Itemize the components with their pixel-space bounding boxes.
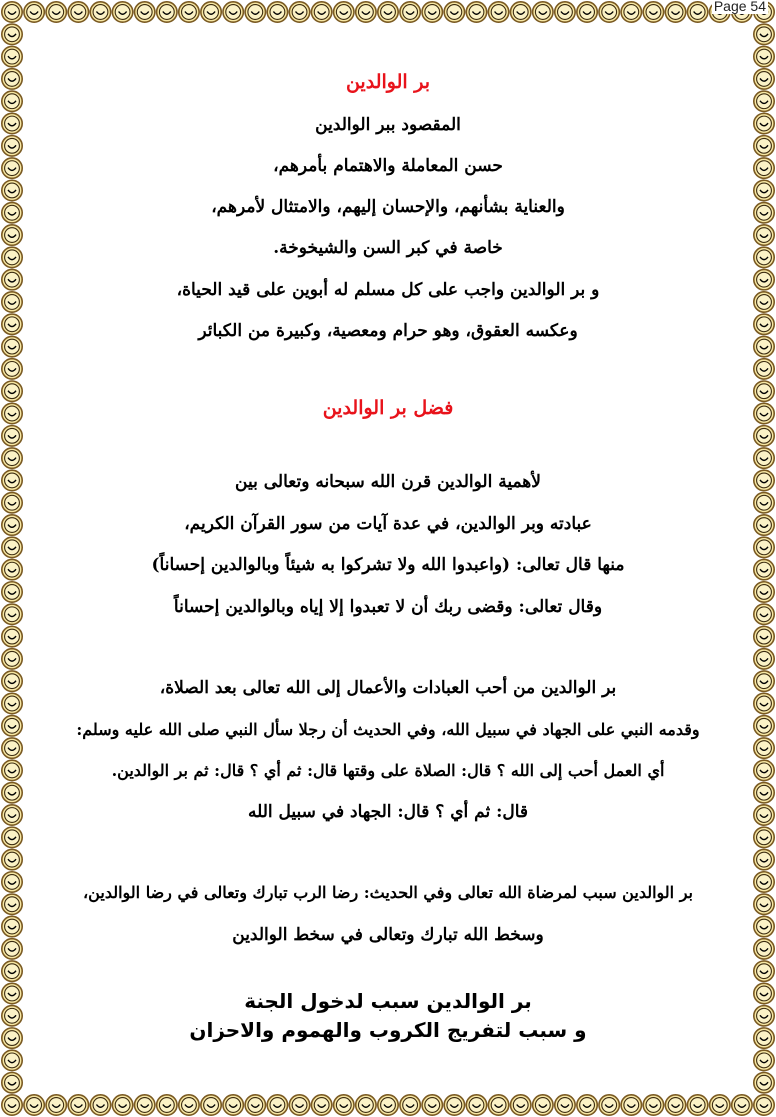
smiley-face-icon bbox=[2, 381, 22, 401]
smiley-face-icon bbox=[311, 2, 331, 22]
smiley-face-icon bbox=[687, 2, 707, 22]
smiley-face-icon bbox=[157, 1095, 177, 1115]
smiley-face-icon bbox=[90, 1095, 110, 1115]
smiley-face-icon bbox=[334, 1095, 354, 1115]
smiley-face-icon bbox=[179, 2, 199, 22]
closing-line: بر الوالدين سبب لدخول الجنة bbox=[244, 989, 532, 1013]
smiley-face-icon bbox=[422, 2, 442, 22]
smiley-face-icon bbox=[179, 1095, 199, 1115]
text-line: بر الوالدين من أحب العبادات والأعمال إلى الله تعالى بعد الصلاة، bbox=[159, 678, 617, 698]
smiley-face-icon bbox=[2, 359, 22, 379]
smiley-face-icon bbox=[135, 2, 155, 22]
closing-line: و سبب لتفريج الكروب والهموم والاحزان bbox=[189, 1018, 587, 1042]
smiley-face-icon bbox=[2, 760, 22, 780]
smiley-face-icon bbox=[533, 2, 553, 22]
smiley-face-icon bbox=[422, 1095, 442, 1115]
smiley-face-icon bbox=[267, 2, 287, 22]
smiley-face-icon bbox=[2, 403, 22, 423]
smiley-face-icon bbox=[378, 1095, 398, 1115]
smiley-face-icon bbox=[245, 1095, 265, 1115]
smiley-face-icon bbox=[2, 515, 22, 535]
smiley-face-icon bbox=[754, 894, 774, 914]
smiley-face-icon bbox=[754, 113, 774, 133]
smiley-face-icon bbox=[754, 1050, 774, 1070]
smiley-face-icon bbox=[754, 849, 774, 869]
smiley-face-icon bbox=[2, 1095, 22, 1115]
smiley-face-icon bbox=[223, 1095, 243, 1115]
smiley-face-icon bbox=[754, 359, 774, 379]
smiley-face-icon bbox=[223, 2, 243, 22]
smiley-face-icon bbox=[754, 671, 774, 691]
smiley-face-icon bbox=[511, 1095, 531, 1115]
smiley-face-icon bbox=[2, 158, 22, 178]
smiley-face-icon bbox=[46, 1095, 66, 1115]
smiley-face-icon bbox=[2, 91, 22, 111]
smiley-face-icon bbox=[754, 336, 774, 356]
smiley-face-icon bbox=[754, 1072, 774, 1092]
smiley-face-icon bbox=[754, 470, 774, 490]
smiley-face-icon bbox=[577, 2, 597, 22]
smiley-face-icon bbox=[24, 1095, 44, 1115]
smiley-face-icon bbox=[356, 2, 376, 22]
text-line: المقصود ببر الوالدين bbox=[315, 115, 461, 135]
smiley-face-icon bbox=[201, 1095, 221, 1115]
smiley-face-icon bbox=[2, 69, 22, 89]
smiley-face-icon bbox=[643, 2, 663, 22]
smiley-face-icon bbox=[2, 894, 22, 914]
smiley-face-icon bbox=[754, 1006, 774, 1026]
text-line: قال: ثم أي ؟ قال: الجهاد في سبيل الله bbox=[247, 802, 529, 822]
smiley-face-icon bbox=[754, 783, 774, 803]
smiley-face-icon bbox=[2, 136, 22, 156]
smiley-face-icon bbox=[2, 1050, 22, 1070]
smiley-face-icon bbox=[135, 1095, 155, 1115]
smiley-face-icon bbox=[334, 2, 354, 22]
smiley-face-icon bbox=[555, 2, 575, 22]
text-line: عبادته وبر الوالدين، في عدة آيات من سور القرآن الكريم، bbox=[184, 514, 592, 534]
smiley-face-icon bbox=[2, 693, 22, 713]
smiley-face-icon bbox=[754, 559, 774, 579]
smiley-face-icon bbox=[2, 649, 22, 669]
smiley-face-icon bbox=[466, 1095, 486, 1115]
smiley-face-icon bbox=[754, 180, 774, 200]
smiley-face-icon bbox=[400, 2, 420, 22]
smiley-face-icon bbox=[754, 760, 774, 780]
section-title-birr: بر الوالدين bbox=[345, 71, 431, 93]
smiley-face-icon bbox=[2, 872, 22, 892]
text-line: منها قال تعالى: (واعبدوا الله ولا تشركوا به شيئاً وبالوالدين إحساناً) bbox=[151, 555, 625, 575]
smiley-face-icon bbox=[2, 2, 22, 22]
smiley-face-icon bbox=[754, 827, 774, 847]
smiley-face-icon bbox=[2, 939, 22, 959]
smiley-face-icon bbox=[2, 269, 22, 289]
smiley-face-icon bbox=[754, 24, 774, 44]
smiley-face-icon bbox=[754, 69, 774, 89]
smiley-face-icon bbox=[112, 1095, 132, 1115]
smiley-face-icon bbox=[245, 2, 265, 22]
text-line: وقدمه النبي على الجهاد في سبيل الله، وفي الحديث أن رجلا سأل النبي صلى الله عليه وسلم: bbox=[76, 720, 700, 739]
text-line: خاصة في كبر السن والشيخوخة. bbox=[273, 238, 503, 258]
smiley-face-icon bbox=[24, 2, 44, 22]
smiley-face-icon bbox=[2, 113, 22, 133]
smiley-face-icon bbox=[621, 1095, 641, 1115]
smiley-face-icon bbox=[2, 916, 22, 936]
smiley-face-icon bbox=[2, 626, 22, 646]
smiley-face-icon bbox=[2, 493, 22, 513]
smiley-face-icon bbox=[2, 448, 22, 468]
smiley-face-icon bbox=[356, 1095, 376, 1115]
smiley-face-icon bbox=[665, 1095, 685, 1115]
page-content bbox=[36, 58, 740, 1081]
smiley-face-icon bbox=[732, 1095, 752, 1115]
smiley-face-icon bbox=[599, 2, 619, 22]
smiley-face-icon bbox=[2, 827, 22, 847]
smiley-face-icon bbox=[2, 783, 22, 803]
smiley-face-icon bbox=[2, 1028, 22, 1048]
smiley-face-icon bbox=[754, 939, 774, 959]
text-line: وقال تعالى: وقضى ربك أن لا تعبدوا إلا إياه وبالوالدين إحساناً bbox=[173, 597, 603, 617]
smiley-face-icon bbox=[2, 537, 22, 557]
text-line: وسخط الله تبارك وتعالى في سخط الوالدين bbox=[232, 925, 544, 945]
smiley-face-icon bbox=[643, 1095, 663, 1115]
smiley-face-icon bbox=[754, 448, 774, 468]
text-line: بر الوالدين سبب لمرضاة الله تعالى وفي الحديث: رضا الرب تبارك وتعالى في رضا الوالدين، bbox=[83, 883, 693, 902]
smiley-face-icon bbox=[68, 1095, 88, 1115]
smiley-face-icon bbox=[289, 1095, 309, 1115]
smiley-face-icon bbox=[2, 983, 22, 1003]
smiley-face-icon bbox=[378, 2, 398, 22]
smiley-face-icon bbox=[599, 1095, 619, 1115]
text-line: لأهمية الوالدين قرن الله سبحانه وتعالى بين bbox=[235, 472, 541, 492]
smiley-face-icon bbox=[754, 693, 774, 713]
smiley-face-icon bbox=[2, 716, 22, 736]
smiley-face-icon bbox=[2, 426, 22, 446]
smiley-face-icon bbox=[488, 2, 508, 22]
smiley-face-icon bbox=[754, 716, 774, 736]
smiley-face-icon bbox=[754, 961, 774, 981]
smiley-face-icon bbox=[665, 2, 685, 22]
smiley-face-icon bbox=[2, 805, 22, 825]
text-line: أي العمل أحب إلى الله ؟ قال: الصلاة على وقتها قال: ثم أي ؟ قال: ثم بر الوالدين. bbox=[111, 761, 665, 780]
smiley-face-icon bbox=[754, 91, 774, 111]
smiley-face-icon bbox=[2, 225, 22, 245]
smiley-face-icon bbox=[267, 1095, 287, 1115]
page-number: Page 54 bbox=[713, 0, 766, 14]
smiley-face-icon bbox=[754, 493, 774, 513]
smiley-face-icon bbox=[754, 983, 774, 1003]
smiley-face-icon bbox=[112, 2, 132, 22]
smiley-face-icon bbox=[754, 403, 774, 423]
smiley-face-icon bbox=[754, 626, 774, 646]
smiley-face-icon bbox=[533, 1095, 553, 1115]
smiley-face-icon bbox=[2, 604, 22, 624]
smiley-face-icon bbox=[444, 1095, 464, 1115]
smiley-face-icon bbox=[687, 1095, 707, 1115]
smiley-face-icon bbox=[466, 2, 486, 22]
smiley-face-icon bbox=[754, 872, 774, 892]
smiley-face-icon bbox=[2, 738, 22, 758]
smiley-face-icon bbox=[2, 336, 22, 356]
smiley-face-icon bbox=[2, 1072, 22, 1092]
smiley-face-icon bbox=[710, 1095, 730, 1115]
text-line: حسن المعاملة والاهتمام بأمرهم، bbox=[273, 156, 503, 176]
smiley-face-icon bbox=[754, 537, 774, 557]
smiley-face-icon bbox=[2, 582, 22, 602]
smiley-face-icon bbox=[754, 582, 774, 602]
smiley-face-icon bbox=[754, 1028, 774, 1048]
smiley-face-icon bbox=[754, 426, 774, 446]
smiley-face-icon bbox=[46, 2, 66, 22]
smiley-face-icon bbox=[157, 2, 177, 22]
section-title-fadl: فضل بر الوالدين bbox=[322, 397, 454, 419]
smiley-face-icon bbox=[754, 136, 774, 156]
smiley-face-icon bbox=[444, 2, 464, 22]
smiley-face-icon bbox=[2, 247, 22, 267]
smiley-face-icon bbox=[2, 671, 22, 691]
text-line: و بر الوالدين واجب على كل مسلم له أبوين على قيد الحياة، bbox=[176, 280, 600, 300]
smiley-face-icon bbox=[577, 1095, 597, 1115]
smiley-face-icon bbox=[289, 2, 309, 22]
smiley-face-icon bbox=[488, 1095, 508, 1115]
smiley-face-icon bbox=[754, 292, 774, 312]
smiley-face-icon bbox=[90, 2, 110, 22]
smiley-face-icon bbox=[754, 247, 774, 267]
smiley-face-icon bbox=[2, 961, 22, 981]
smiley-face-icon bbox=[754, 738, 774, 758]
smiley-face-icon bbox=[754, 805, 774, 825]
smiley-face-icon bbox=[555, 1095, 575, 1115]
smiley-face-icon bbox=[2, 314, 22, 334]
smiley-face-icon bbox=[2, 849, 22, 869]
smiley-face-icon bbox=[754, 916, 774, 936]
text-line: وعكسه العقوق، وهو حرام ومعصية، وكبيرة من الكبائر bbox=[198, 321, 578, 341]
smiley-face-icon bbox=[68, 2, 88, 22]
smiley-face-icon bbox=[2, 180, 22, 200]
smiley-face-icon bbox=[2, 46, 22, 66]
smiley-face-icon bbox=[201, 2, 221, 22]
smiley-face-icon bbox=[2, 24, 22, 44]
smiley-face-icon bbox=[621, 2, 641, 22]
smiley-face-icon bbox=[2, 203, 22, 223]
smiley-face-icon bbox=[754, 269, 774, 289]
smiley-face-icon bbox=[754, 1095, 774, 1115]
text-line: والعناية بشأنهم، والإحسان إليهم، والامتثال لأمرهم، bbox=[211, 197, 565, 217]
smiley-face-icon bbox=[511, 2, 531, 22]
smiley-face-icon bbox=[754, 46, 774, 66]
smiley-face-icon bbox=[754, 158, 774, 178]
smiley-face-icon bbox=[754, 203, 774, 223]
smiley-face-icon bbox=[754, 649, 774, 669]
smiley-face-icon bbox=[754, 515, 774, 535]
smiley-face-icon bbox=[311, 1095, 331, 1115]
smiley-face-icon bbox=[2, 470, 22, 490]
smiley-face-icon bbox=[754, 604, 774, 624]
smiley-face-icon bbox=[754, 381, 774, 401]
smiley-face-icon bbox=[2, 292, 22, 312]
smiley-face-icon bbox=[400, 1095, 420, 1115]
smiley-face-icon bbox=[754, 225, 774, 245]
smiley-face-icon bbox=[2, 1006, 22, 1026]
smiley-face-icon bbox=[754, 314, 774, 334]
smiley-face-icon bbox=[2, 559, 22, 579]
